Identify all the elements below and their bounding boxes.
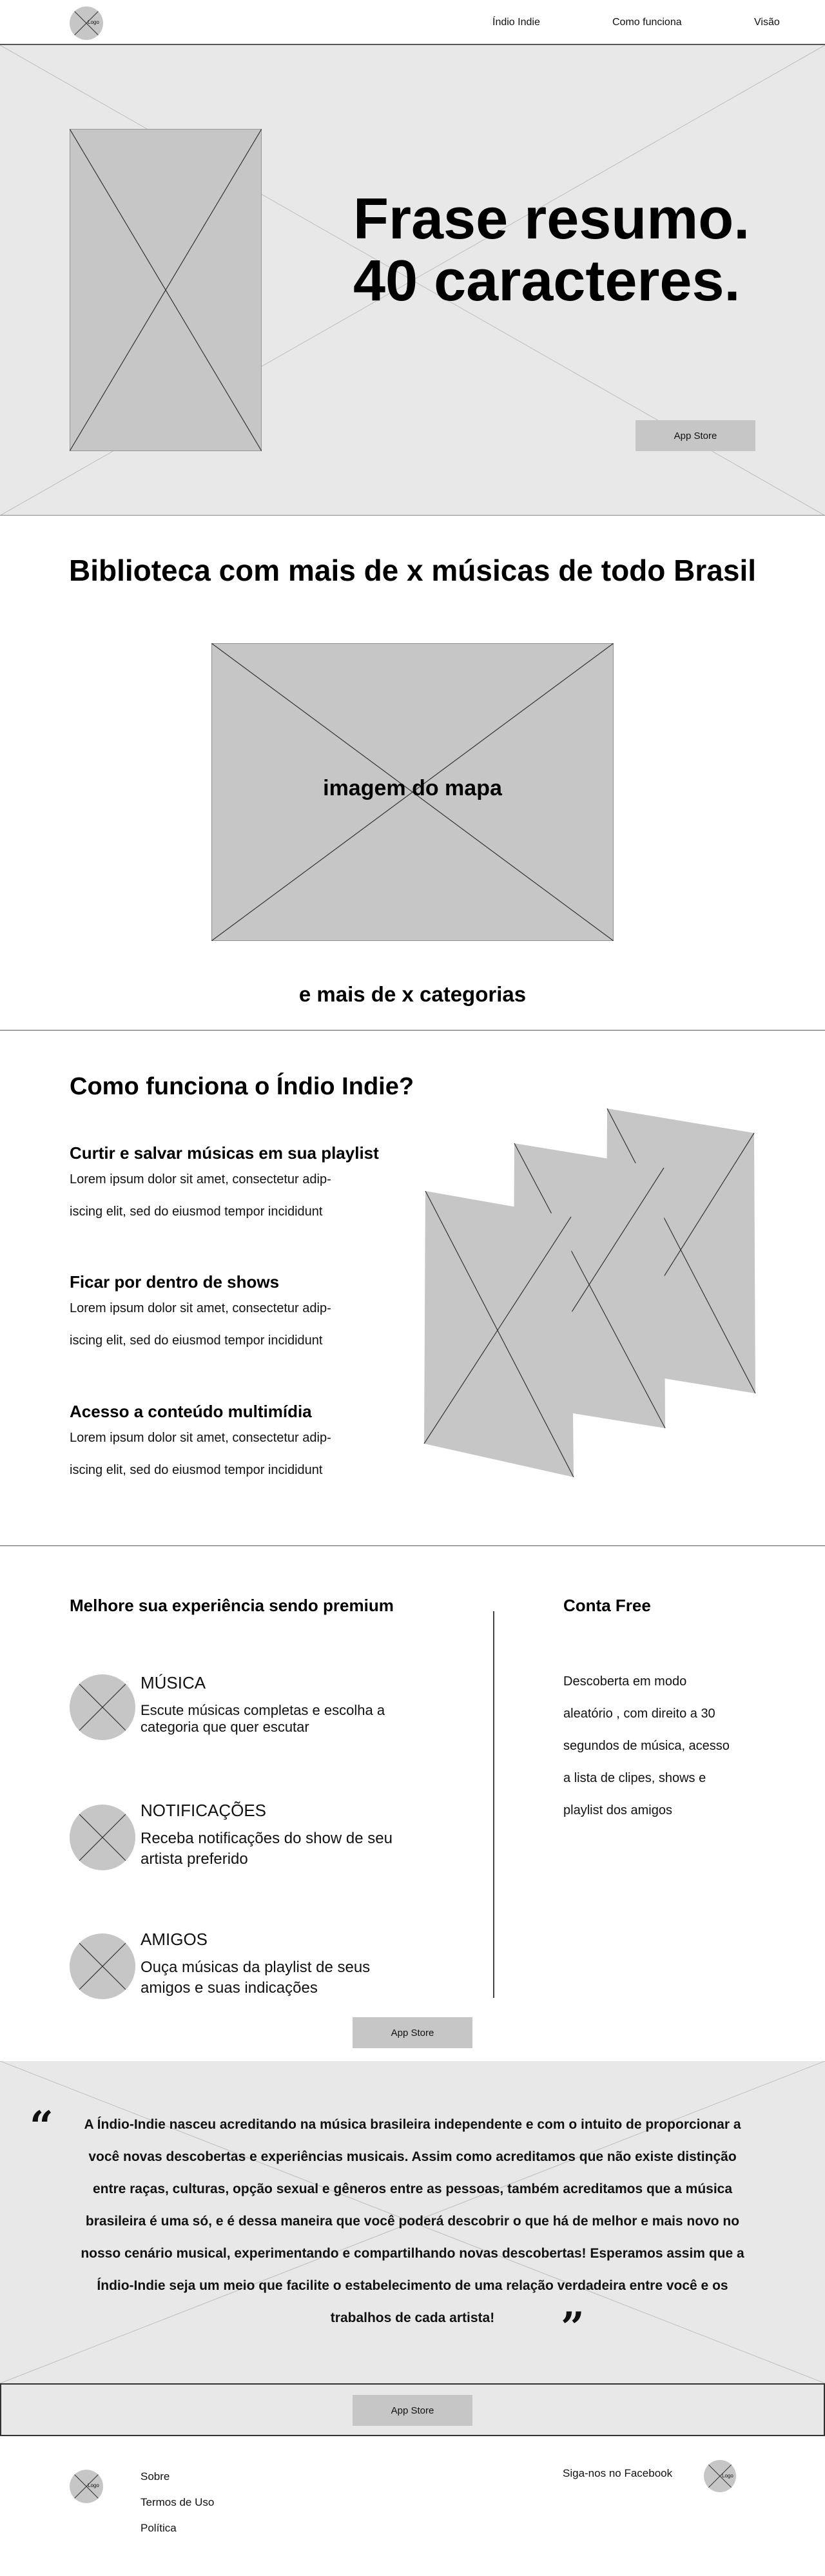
logo-text: Logo	[88, 2483, 99, 2488]
hero-divider	[0, 515, 825, 516]
how-item-title: Ficar por dentro de shows	[70, 1272, 280, 1292]
feature-desc: Escute músicas completas e escolha a categoria que quer escutar	[141, 1702, 385, 1735]
logo-text: Logo	[88, 19, 99, 25]
feature-notifications	[141, 1801, 411, 1870]
placeholder-cross-icon	[70, 1674, 135, 1740]
feature-desc: Ouça músicas da playlist de seus amigos e suas indicações	[141, 1959, 371, 1997]
screen-front	[424, 1191, 574, 1477]
how-item-2	[70, 1272, 405, 1357]
feature-title: AMIGOS	[141, 1930, 208, 1949]
how-item-1	[70, 1143, 405, 1228]
free-account-title: Conta Free	[563, 1596, 651, 1615]
about-text: A Índio-Indie nasceu acreditando na música brasileira independente e com o intuito de proporcionar a você novas descobertas e experiências musicais. Assim como acreditamos que não existe distinção entre raças, culturas, opção sexual e gêneros entre as pessoas, também acreditamos que a música brasileira é uma só, e é dessa maneira que você poderá descobrir o que há de melhor e mais novo no nosso cenário musical, experimentando e compartilhando novas descobertas! Esperamos assim que a Índio-Indie seja um meio que facilite o estabelecimento de uma relação verdadeira entre você e os trabalhos de cada artista!	[81, 2117, 744, 2325]
hero-app-store-button[interactable]: App Store	[636, 420, 755, 451]
feature-desc: Receba notificações do show de seu artista preferido	[141, 1830, 393, 1868]
feature-title: NOTIFICAÇÕES	[141, 1801, 267, 1820]
feature-friends	[141, 1930, 411, 1999]
header-logo[interactable]	[70, 6, 103, 40]
free-desc-line: segundos de música, acesso	[563, 1739, 730, 1753]
categories-subtitle: e mais de x categorias	[298, 982, 527, 1006]
feature-notifications-icon	[70, 1805, 135, 1870]
placeholder-cross-icon	[70, 129, 262, 451]
free-desc-line: a lista de clipes, shows e	[563, 1771, 706, 1785]
how-item-3	[70, 1402, 405, 1486]
screens-mockup-placeholder	[419, 1102, 767, 1482]
nav-como-funciona[interactable]: Como funciona	[612, 17, 682, 28]
placeholder-cross-icon	[70, 1805, 135, 1870]
premium-title: Melhore sua experiência sendo premium	[70, 1596, 394, 1615]
premium-app-store-button[interactable]: App Store	[353, 2017, 472, 2048]
feature-music-icon	[70, 1674, 135, 1740]
free-account-desc	[563, 1665, 795, 1826]
free-desc-line: Descoberta em modo	[563, 1674, 687, 1689]
placeholder-cross-icon	[70, 1933, 135, 1999]
how-item-title: Curtir e salvar músicas em sua playlist	[70, 1143, 379, 1163]
feature-music	[141, 1673, 411, 1736]
footer-logo[interactable]	[70, 2470, 103, 2503]
how-item-desc-line1: Lorem ipsum dolor sit amet, consectetur adip-	[70, 1172, 331, 1186]
library-divider	[0, 1030, 825, 1031]
logo-text: Logo	[722, 2473, 733, 2479]
close-quote-icon: ”	[561, 2303, 585, 2352]
footer-link-termos[interactable]: Termos de Uso	[141, 2496, 215, 2508]
how-it-works-title: Como funciona o Índio Indie?	[70, 1073, 414, 1100]
facebook-label[interactable]: Siga-nos no Facebook	[563, 2467, 673, 2479]
free-desc-line: playlist dos amigos	[563, 1803, 672, 1817]
hero-headline-line1: Frase resumo.	[353, 187, 750, 251]
footer-link-sobre[interactable]: Sobre	[141, 2470, 170, 2483]
how-item-desc-line2: iscing elit, sed do eiusmod tempor incididunt	[70, 1333, 323, 1348]
how-item-desc-line1: Lorem ipsum dolor sit amet, consectetur adip-	[70, 1301, 331, 1315]
facebook-icon[interactable]	[704, 2460, 736, 2492]
about-app-store-button[interactable]: App Store	[353, 2395, 472, 2426]
phone-mockup-placeholder	[70, 129, 262, 451]
header	[0, 0, 825, 45]
free-desc-line: aleatório , com direito a 30	[563, 1707, 715, 1721]
nav-visao[interactable]: Visão	[754, 17, 780, 28]
how-item-desc-line2: iscing elit, sed do eiusmod tempor incididunt	[70, 1205, 323, 1219]
how-item-desc-line1: Lorem ipsum dolor sit amet, consectetur adip-	[70, 1431, 331, 1445]
map-image-placeholder	[211, 643, 614, 941]
map-label: imagem do mapa	[323, 776, 502, 800]
library-title: Biblioteca com mais de x músicas de todo Brasil	[68, 554, 757, 587]
how-item-desc-line2: iscing elit, sed do eiusmod tempor incididunt	[70, 1463, 323, 1477]
feature-friends-icon	[70, 1933, 135, 1999]
how-it-works-divider	[0, 1545, 825, 1546]
how-item-title: Acesso a conteúdo multimídia	[70, 1402, 312, 1421]
open-quote-icon: “	[30, 2102, 53, 2151]
hero-headline-line2: 40 caracteres.	[353, 249, 741, 313]
nav-indio-indie[interactable]: Índio Indie	[492, 17, 540, 28]
hero-section	[0, 45, 825, 516]
hero-headline	[353, 188, 766, 312]
footer-link-politica[interactable]: Política	[141, 2522, 177, 2534]
feature-title: MÚSICA	[141, 1673, 206, 1692]
premium-column-divider	[493, 1611, 494, 1998]
